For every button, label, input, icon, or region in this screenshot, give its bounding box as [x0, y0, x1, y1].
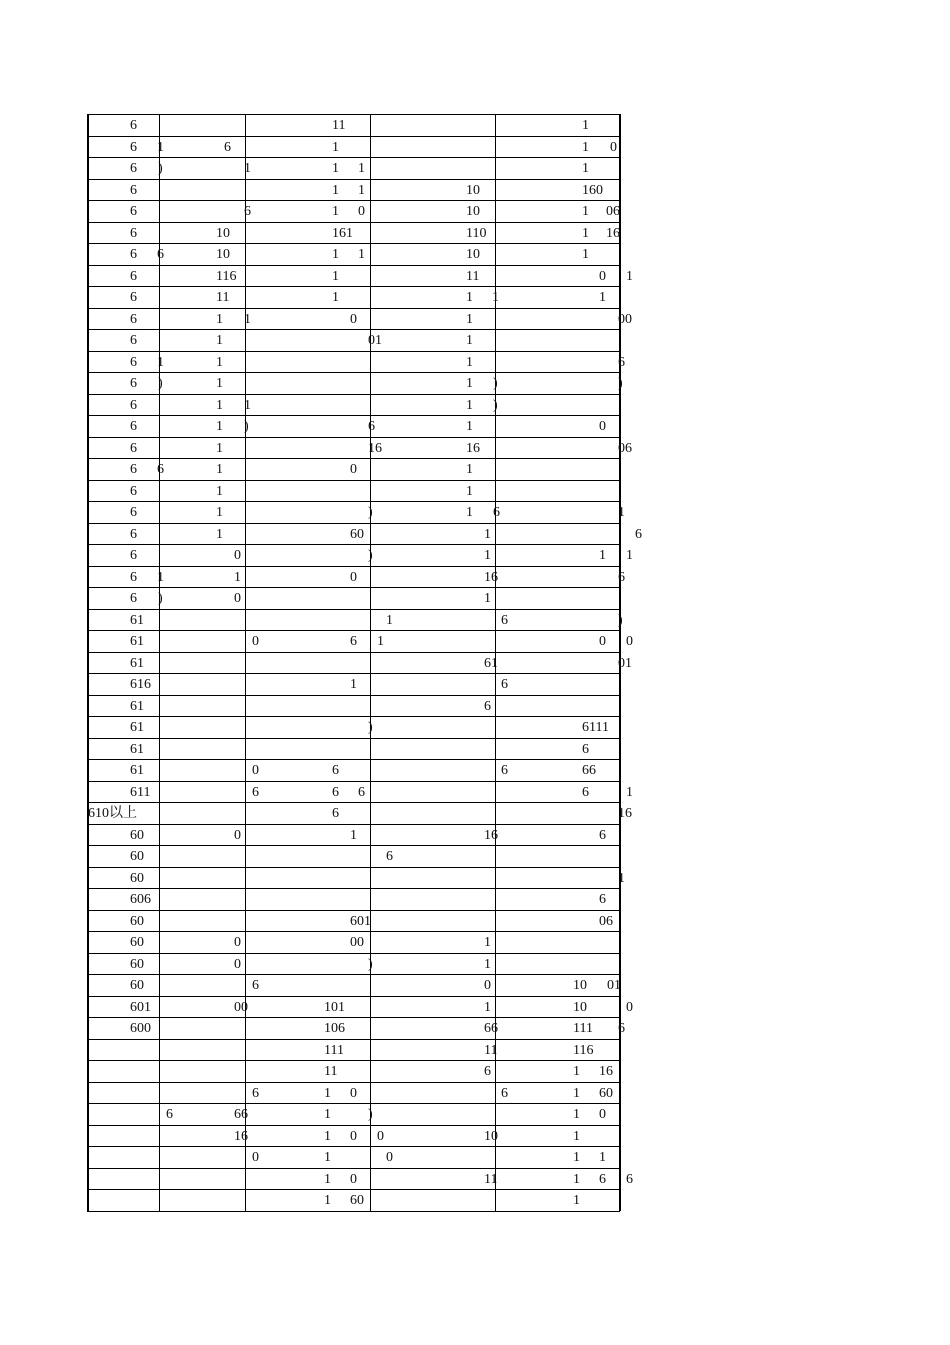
table-cell: 1	[332, 139, 339, 155]
row-divider	[87, 179, 620, 180]
row-divider	[87, 157, 620, 158]
table-cell: 1	[466, 290, 473, 305]
row-divider	[87, 394, 620, 395]
table-cell: 16	[484, 827, 498, 843]
table-cell: 1	[216, 333, 223, 348]
row-divider	[87, 1017, 620, 1018]
table-cell: 01	[618, 655, 632, 671]
column-divider	[159, 114, 160, 1211]
table-cell: 1	[626, 268, 633, 284]
table-cell: 61	[130, 698, 144, 714]
table-cell: 6	[358, 784, 365, 800]
row-divider	[87, 437, 620, 438]
table-cell: 6	[484, 698, 491, 714]
table-cell: 61	[130, 741, 144, 757]
table-cell: 6	[130, 311, 137, 327]
table-cell: 61	[130, 720, 144, 735]
row-divider	[87, 501, 620, 502]
row-divider	[87, 351, 620, 352]
table-cell: 6	[626, 1171, 633, 1187]
table-cell: 1	[484, 591, 491, 606]
table-cell: 1	[216, 440, 223, 456]
table-cell: 1	[216, 526, 223, 542]
table-cell: 0	[234, 548, 241, 563]
table-cell: 1	[234, 569, 241, 585]
table-cell: 1	[573, 1085, 580, 1101]
table-cell: 10	[466, 182, 480, 198]
table-cell: 1	[466, 462, 473, 477]
table-cell: 1	[157, 139, 164, 155]
table-cell: 1	[332, 268, 339, 284]
table-cell: 6	[130, 376, 137, 391]
row-divider	[87, 372, 620, 373]
table-cell: 60	[130, 935, 144, 950]
table-cell: 1	[466, 505, 473, 520]
table-cell: )	[158, 376, 163, 391]
table-cell: 6	[582, 784, 589, 800]
table-cell: 6	[130, 354, 137, 370]
table-cell: 1	[466, 483, 473, 499]
row-divider	[87, 867, 620, 868]
table-cell: 10	[466, 247, 480, 262]
table-cell: 11	[332, 118, 346, 133]
table-cell: 1	[386, 612, 393, 628]
table-cell: 61	[130, 612, 144, 628]
table-cell: 1	[358, 161, 365, 176]
table-cell: 601	[350, 913, 371, 929]
table-cell: 616	[130, 677, 151, 692]
table-cell: 1	[573, 1150, 580, 1165]
table-cell: 6	[130, 204, 137, 219]
table-cell: )	[493, 397, 498, 413]
row-divider	[87, 609, 620, 610]
table-cell: 16	[599, 1064, 613, 1079]
table-cell: 0	[599, 634, 606, 649]
table-cell: 1	[492, 290, 499, 305]
table-cell: 11	[216, 290, 230, 305]
row-divider	[87, 114, 620, 115]
table-cell: 111	[324, 1042, 344, 1058]
row-divider	[87, 888, 620, 889]
table-cell: 6	[252, 1085, 259, 1101]
table-cell: 1	[358, 182, 365, 198]
table-cell: 6	[501, 763, 508, 778]
table-cell: 1	[484, 526, 491, 542]
table-cell: )	[368, 1107, 373, 1122]
table-cell: 6	[618, 569, 625, 585]
row-divider	[87, 415, 620, 416]
table-cell: 61	[130, 634, 144, 649]
table-cell: 6	[157, 247, 164, 262]
table-cell: 16	[618, 806, 632, 821]
table-cell: 6	[368, 419, 375, 434]
table-cell: 6	[130, 397, 137, 413]
table-cell: 6	[599, 1171, 606, 1187]
table-cell: 1	[244, 311, 251, 327]
table-cell: 101	[324, 999, 345, 1015]
table-cell: 6	[252, 978, 259, 993]
table-cell: 6	[130, 333, 137, 348]
row-divider	[87, 286, 620, 287]
column-divider	[87, 114, 89, 1211]
table-cell: 66	[234, 1107, 248, 1122]
table-cell: 1	[582, 204, 589, 219]
table-cell: 16	[466, 440, 480, 456]
table-cell: 1	[216, 505, 223, 520]
table-cell: 0	[610, 139, 617, 155]
table-cell: 6	[130, 462, 137, 477]
table-cell: 1	[573, 1064, 580, 1079]
table-cell: 1	[626, 548, 633, 563]
table-cell: 61	[484, 655, 498, 671]
table-cell: 6	[635, 526, 642, 542]
table-cell: 60	[130, 849, 144, 864]
table-cell: 66	[484, 1021, 498, 1036]
table-cell: 60	[350, 526, 364, 542]
table-cell: )	[368, 956, 373, 972]
table-cell: 6111	[582, 720, 609, 735]
table-cell: 1	[573, 1128, 580, 1144]
table-cell: 60	[599, 1085, 613, 1101]
table-cell: )	[618, 612, 623, 628]
table-cell: 1	[332, 161, 339, 176]
table-cell: 16	[484, 569, 498, 585]
table-cell: )	[493, 376, 498, 391]
table-cell: 1	[216, 483, 223, 499]
column-divider	[370, 114, 371, 1211]
table-cell: 1	[484, 548, 491, 563]
table-cell: 1	[484, 999, 491, 1015]
row-divider	[87, 996, 620, 997]
row-divider	[87, 1039, 620, 1040]
table-cell: )	[244, 419, 249, 434]
table-cell: 6	[501, 612, 508, 628]
table-cell: 0	[350, 1085, 357, 1101]
table-cell: 116	[573, 1042, 594, 1058]
table-cell: 0	[599, 1107, 606, 1122]
table-cell: 6	[501, 1085, 508, 1101]
row-divider	[87, 802, 620, 803]
table-cell: 11	[484, 1042, 498, 1058]
table-cell: 1	[582, 225, 589, 241]
row-divider	[87, 200, 620, 201]
table-cell: 110	[466, 225, 487, 241]
table-cell: 1	[216, 354, 223, 370]
table-cell: 1	[582, 161, 589, 176]
table-cell: 1	[332, 247, 339, 262]
table-cell: 6	[130, 440, 137, 456]
table-cell: 00	[618, 311, 632, 327]
table-cell: 6	[484, 1064, 491, 1079]
table-cell: 1	[350, 677, 357, 692]
table-cell: 0	[234, 591, 241, 606]
table-cell: )	[368, 505, 373, 520]
table-cell: 6	[130, 526, 137, 542]
table-cell: 1	[466, 397, 473, 413]
table-cell: 06	[606, 204, 620, 219]
table-cell: 1	[332, 204, 339, 219]
table-cell: 6	[386, 849, 393, 864]
table-cell: 0	[599, 268, 606, 284]
table-cell: 1	[599, 548, 606, 563]
table-cell: 0	[350, 1171, 357, 1187]
table-cell: 0	[626, 999, 633, 1015]
table-cell: 111	[573, 1021, 593, 1036]
table-cell: 1	[582, 139, 589, 155]
table-cell: 10	[573, 999, 587, 1015]
table-cell: 6	[350, 634, 357, 649]
table-cell: 11	[466, 268, 480, 284]
table-cell: 6	[130, 548, 137, 563]
table-cell: 6	[130, 505, 137, 520]
table-cell: 1	[324, 1193, 331, 1208]
table-cell: )	[368, 548, 373, 563]
table-cell: 1	[573, 1107, 580, 1122]
table-cell: 6	[501, 677, 508, 692]
column-divider	[245, 114, 246, 1211]
table-cell: 16	[606, 225, 620, 241]
table-cell: 6	[166, 1107, 173, 1122]
table-cell: 1	[157, 569, 164, 585]
table-cell: 00	[350, 935, 364, 950]
table-cell: 6	[130, 569, 137, 585]
table-cell: )	[158, 161, 163, 176]
table-cell: 6	[130, 247, 137, 262]
table-cell: 60	[350, 1193, 364, 1208]
table-cell: 6	[130, 139, 137, 155]
table-cell: 1	[350, 827, 357, 843]
table-cell: 0	[350, 311, 357, 327]
table-cell: 0	[599, 419, 606, 434]
table-cell: 1	[377, 634, 384, 649]
table-cell: 16	[368, 440, 382, 456]
table-cell: 1	[324, 1150, 331, 1165]
row-divider	[87, 222, 620, 223]
table-cell: 6	[493, 505, 500, 520]
table-cell: 1	[216, 311, 223, 327]
table-cell: 611	[130, 784, 151, 800]
table-cell: 160	[582, 182, 603, 198]
table-cell: 1	[466, 354, 473, 370]
table-cell: 1	[599, 290, 606, 305]
table-cell: 6	[332, 763, 339, 778]
table-cell: 0	[386, 1150, 393, 1165]
table-cell: 61	[130, 655, 144, 671]
table-cell: 6	[157, 462, 164, 477]
table-cell: 6	[618, 1021, 625, 1036]
table-cell: 6	[130, 225, 137, 241]
table-cell: 6	[599, 827, 606, 843]
table-cell: 60	[130, 913, 144, 929]
table-cell: 1	[582, 247, 589, 262]
table-cell: 1	[466, 419, 473, 434]
table-cell: 1	[466, 376, 473, 391]
table-cell: )	[368, 720, 373, 735]
table-cell: 0	[350, 569, 357, 585]
table-cell: 60	[130, 870, 144, 886]
table-cell: 06	[618, 440, 632, 456]
table-cell: 1	[573, 1171, 580, 1187]
table-cell: 00	[234, 999, 248, 1015]
table-cell: 1	[324, 1128, 331, 1144]
table-cell: 161	[332, 225, 353, 241]
table-cell: 6	[130, 118, 137, 133]
row-divider	[87, 974, 620, 975]
table-cell: )	[618, 376, 623, 391]
table-cell: 0	[234, 935, 241, 950]
row-divider	[87, 265, 620, 266]
table-cell: 601	[130, 999, 151, 1015]
table-cell: 60	[130, 827, 144, 843]
table-cell: 10	[484, 1128, 498, 1144]
table-cell: 1	[466, 311, 473, 327]
table-cell: 0	[626, 634, 633, 649]
table-cell: 6	[252, 784, 259, 800]
table-cell: 1	[324, 1107, 331, 1122]
table-cell: 0	[350, 462, 357, 477]
table-cell: 1	[582, 118, 589, 133]
row-divider	[87, 1060, 620, 1061]
table-cell: 1	[216, 376, 223, 391]
table-cell: 0	[234, 956, 241, 972]
table-cell: 1	[618, 870, 625, 886]
table-cell: 1	[216, 462, 223, 477]
table-cell: 1	[484, 956, 491, 972]
table-cell: 11	[484, 1171, 498, 1187]
table-cell: 1	[244, 397, 251, 413]
table-cell: 10	[573, 978, 587, 993]
table-cell: 0	[484, 978, 491, 993]
table-cell: 6	[332, 784, 339, 800]
table-cell: 0	[350, 1128, 357, 1144]
table-cell: 6	[130, 591, 137, 606]
table-cell: 6	[618, 354, 625, 370]
table-cell: 6	[130, 161, 137, 176]
table-cell: 610以上	[88, 806, 137, 821]
table-cell: 1	[332, 182, 339, 198]
table-cell: 116	[216, 268, 237, 284]
table-cell: 66	[582, 763, 596, 778]
row-divider	[87, 738, 620, 739]
row-divider	[87, 781, 620, 782]
table-cell: 6	[130, 419, 137, 434]
table-cell: 0	[252, 634, 259, 649]
table-cell: 6	[224, 139, 231, 155]
table-cell: 600	[130, 1021, 151, 1036]
table-cell: 6	[130, 182, 137, 198]
table-cell: 0	[252, 1150, 259, 1165]
table-cell: 10	[216, 247, 230, 262]
table-cell: 1	[244, 161, 251, 176]
table-cell: 10	[466, 204, 480, 219]
table-cell: 16	[234, 1128, 248, 1144]
table-cell: 60	[130, 978, 144, 993]
table-cell: 0	[252, 763, 259, 778]
table-cell: 1	[324, 1085, 331, 1101]
table-cell: 6	[130, 483, 137, 499]
table-cell: 6	[582, 741, 589, 757]
table-cell: 0	[234, 827, 241, 843]
table-cell: 1	[358, 247, 365, 262]
table-cell: 1	[618, 505, 625, 520]
table-cell: 6	[244, 204, 251, 219]
table-cell: 1	[324, 1171, 331, 1187]
table-cell: 0	[358, 204, 365, 219]
table-cell: 06	[599, 913, 613, 929]
table-cell: 6	[130, 290, 137, 305]
row-divider	[87, 243, 620, 244]
table-cell: 6	[599, 892, 606, 907]
table-cell: 1	[484, 935, 491, 950]
table-cell: 10	[216, 225, 230, 241]
table-cell: 60	[130, 956, 144, 972]
table-cell: 01	[607, 978, 621, 993]
row-divider	[87, 716, 620, 717]
table-cell: 1	[599, 1150, 606, 1165]
table-cell: 1	[466, 333, 473, 348]
table-cell: 61	[130, 763, 144, 778]
row-divider	[87, 759, 620, 760]
table-cell: 1	[157, 354, 164, 370]
table-cell: 606	[130, 892, 151, 907]
table-cell: 6	[130, 268, 137, 284]
table-cell: 01	[368, 333, 382, 348]
table-cell: 1	[216, 419, 223, 434]
table-cell: 1	[573, 1193, 580, 1208]
table-cell: )	[158, 591, 163, 606]
table-cell: 11	[324, 1064, 338, 1079]
table-cell: 1	[332, 290, 339, 305]
table-cell: 0	[377, 1128, 384, 1144]
table-cell: 1	[626, 784, 633, 800]
table-cell: 1	[216, 397, 223, 413]
row-divider	[87, 136, 620, 137]
table-cell: 106	[324, 1021, 345, 1036]
table-cell: 6	[332, 806, 339, 821]
